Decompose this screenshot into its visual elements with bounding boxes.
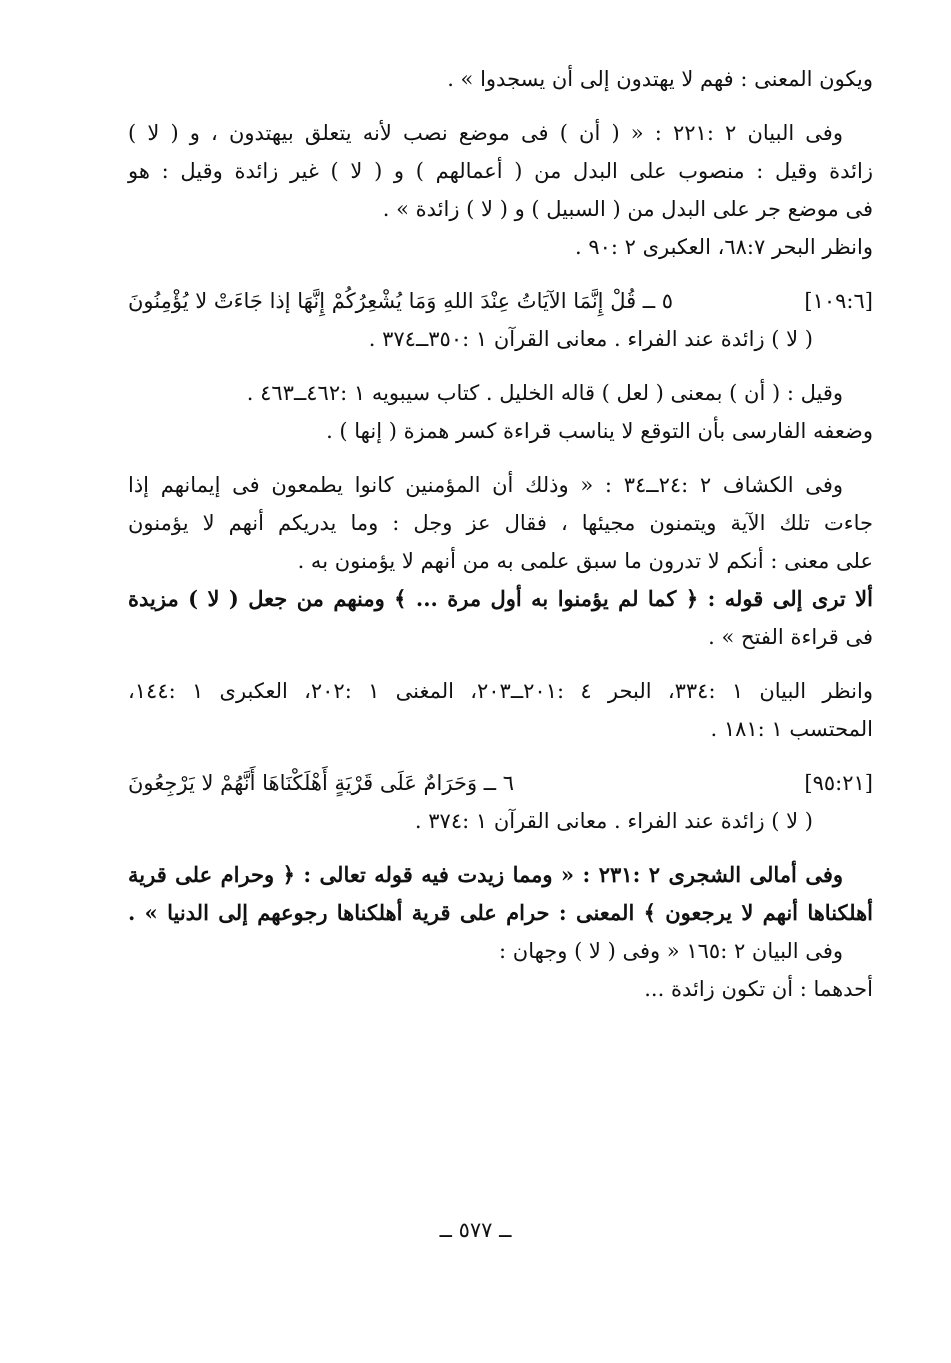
text-line: وانظر البحر ٦٨:٧، العكبرى ٢ :٩٠ . <box>574 235 873 259</box>
text-line: وضعفه الفارسى بأن التوقع لا يناسب قراءة كسر همزة ( إنها ) . <box>326 419 873 443</box>
verse-text: ٥ ــ قُلْ إِنَّمَا الآيَاتُ عِنْدَ اللهِ وَمَا يُشْعِرُكُمْ إِنَّهَا إذا جَاءَتْ لا يُؤْمِنُونَ <box>128 289 674 313</box>
verse-reference: [٩٥:٢١] <box>804 771 873 795</box>
text-line: المحتسب ١ :١٨١ . <box>710 717 873 741</box>
verse-block-5 <box>128 282 873 358</box>
paragraph-1 <box>128 60 873 98</box>
text-line: ويكون المعنى : فهم لا يهتدون إلى أن يسجدوا » . <box>447 67 873 91</box>
text-line: وانظر البيان ١ :٣٣٤، البحر ٤ :٢٠١ــ٢٠٣، المغنى ١ :٢٠٢، العكبرى ١ :١٤٤، <box>128 679 873 703</box>
verse-text: ٦ ــ وَحَرَامٌ عَلَى قَرْيَةٍ أَهْلَكْنَاهَا أَنَّهُمْ لا يَرْجِعُونَ <box>128 771 515 795</box>
text-line: وفى البيان ٢ :٢٢١ : « ( أن ) فى موضع نصب لأنه يتعلق بيهتدون ، و ( لا ) <box>128 121 843 145</box>
verse-block-6 <box>128 764 873 840</box>
paragraph-8 <box>128 856 873 1008</box>
paragraph-5 <box>128 466 873 656</box>
paragraph-4 <box>128 374 873 450</box>
text-line: على معنى : أنكم لا تدرون ما سبق علمى به من أنهم لا يؤمنون به . <box>297 549 873 573</box>
verse-note: ( لا ) زائدة عند الفراء . معانى القرآن ١ :٣٧٤ . <box>414 809 813 833</box>
text-line: زائدة وقيل : منصوب على البدل من ( أعمالهم ) و ( لا ) غير زائدة وقيل : هو <box>128 159 873 183</box>
text-line: ألا ترى إلى قوله : ﴿ كما لم يؤمنوا به أول مرة ... ﴾ ومنهم من جعل ( لا ) مزيدة <box>128 586 873 611</box>
verse-line <box>128 764 873 802</box>
paragraph-2 <box>128 114 873 266</box>
text-line: وفى الكشاف ٢ :٢٤ــ٣٤ : « وذلك أن المؤمنين كانوا يطمعون فى إيمانهم إذا <box>128 473 843 497</box>
page-number: ــ ٥٧٧ ــ <box>439 1218 512 1242</box>
text-line: وقيل : ( أن ) بمعنى ( لعل ) قاله الخليل . كتاب سيبويه ١ :٤٦٢ــ٤٦٣ . <box>246 381 843 405</box>
verse-line <box>128 282 873 320</box>
verse-note: ( لا ) زائدة عند الفراء . معانى القرآن ١ :٣٥٠ــ٣٧٤ . <box>368 327 813 351</box>
text-line: جاءت تلك الآية ويتمنون مجيئها ، فقال عز وجل : وما يدريكم أنهم لا يؤمنون <box>128 511 873 535</box>
text-line: فى موضع جر على البدل من ( السبيل ) و ( لا ) زائدة » . <box>382 197 873 221</box>
paragraph-6 <box>128 672 873 748</box>
text-line: أحدهما : أن تكون زائدة ... <box>644 977 873 1001</box>
text-line: فى قراءة الفتح » . <box>708 625 873 649</box>
text-line: وفى أمالى الشجرى ٢ :٢٣١ : « ومما زيدت فيه قوله تعالى : ﴿ وحرام على قرية <box>128 862 843 887</box>
verse-reference: [١٠٩:٦] <box>804 289 873 313</box>
text-line: وفى البيان ٢ :١٦٥ « وفى ( لا ) وجهان : <box>499 939 843 963</box>
text-line: أهلكناها أنهم لا يرجعون ﴾ المعنى : حرام على قرية أهلكناها رجوعهم إلى الدنيا » . <box>128 900 873 925</box>
